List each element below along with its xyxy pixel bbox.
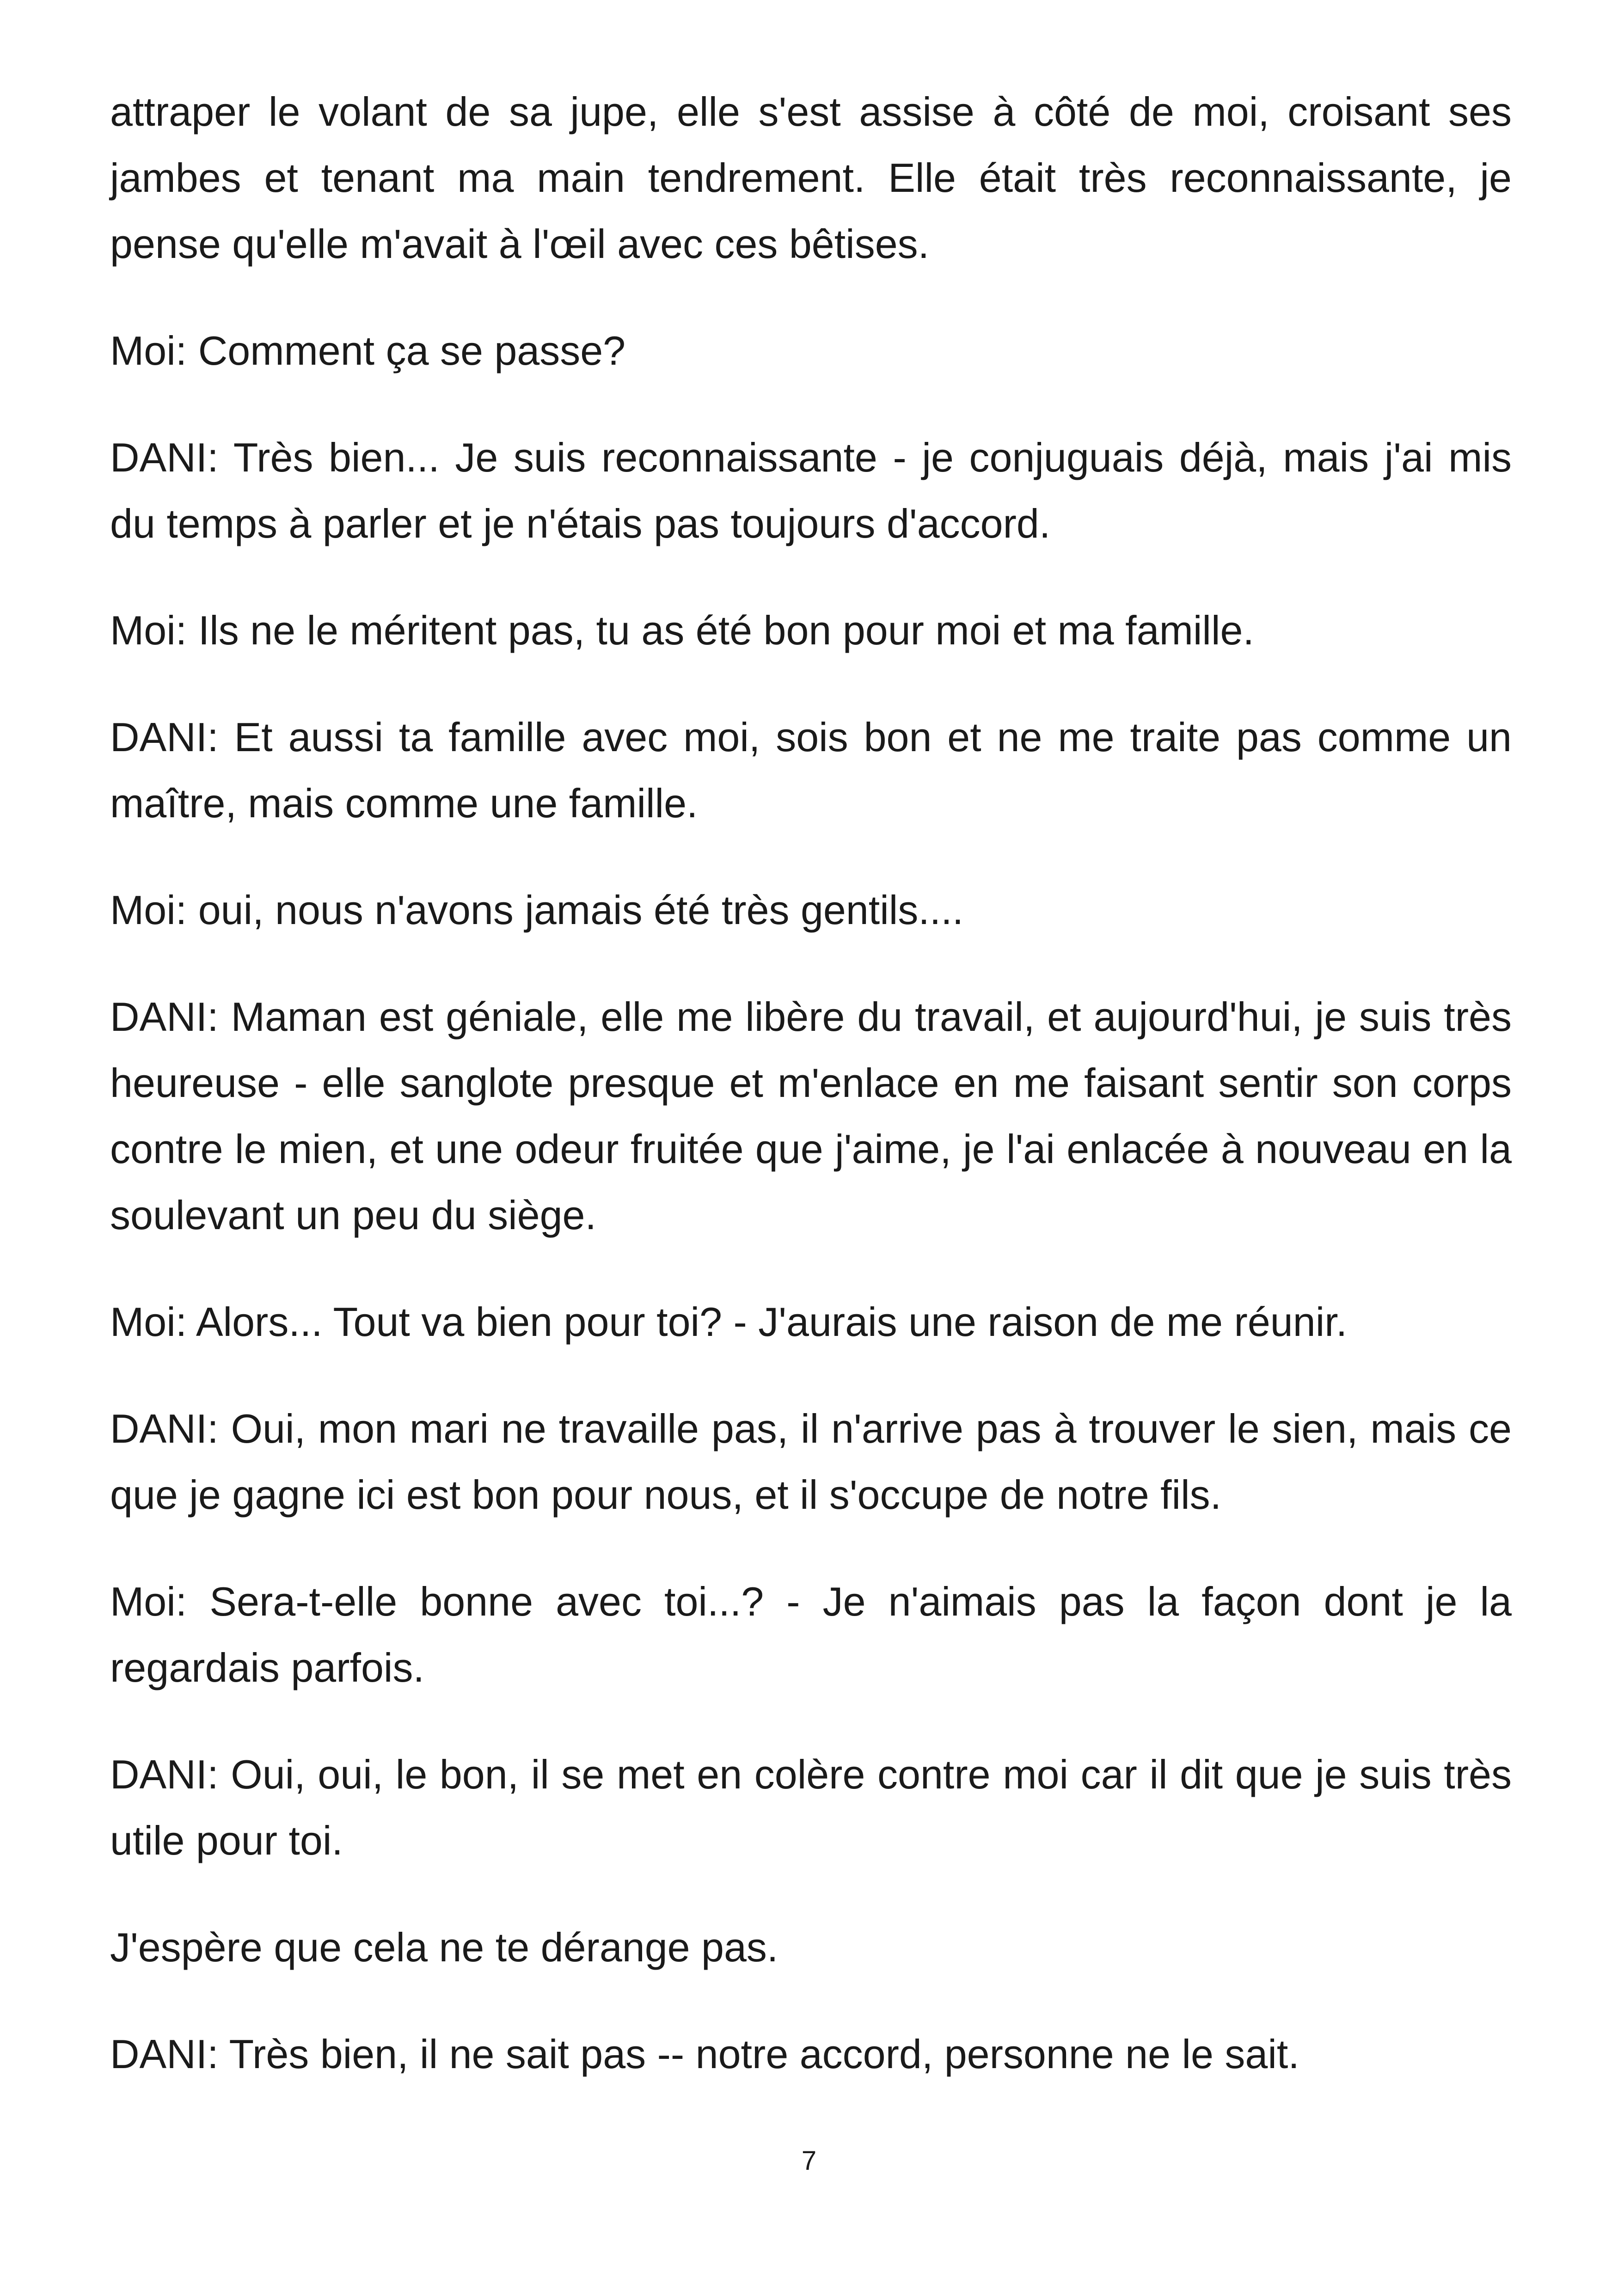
paragraph: DANI: Et aussi ta famille avec moi, sois bon et ne me traite pas comme un maître, mais comme une famille. (110, 714, 1512, 826)
paragraph: attraper le volant de sa jupe, elle s'est assise à côté de moi, croisant ses jambes et tenant ma main tendrement. Elle était très reconnaissante, je pense qu'elle m'avait à l'œil avec ces bêtises. (110, 89, 1512, 267)
paragraph: DANI: Très bien... Je suis reconnaissante - je conjuguais déjà, mais j'ai mis du temps à parler et je n'étais pas toujours d'accord. (110, 435, 1512, 546)
paragraph: DANI: Oui, oui, le bon, il se met en colère contre moi car il dit que je suis très utile pour toi. (110, 1751, 1512, 1863)
paragraph: DANI: Maman est géniale, elle me libère du travail, et aujourd'hui, je suis très heureuse - elle sanglote presque et m'enlace en me faisant sentir son corps contre le mien, et une odeur fruitée que j'aime, je l'ai enlacée à nouveau en la soulevant un peu du siège. (110, 994, 1512, 1238)
paragraph: Moi: oui, nous n'avons jamais été très gentils.... (110, 887, 964, 933)
paragraph: Moi: Comment ça se passe? (110, 328, 626, 373)
paragraph: DANI: Très bien, il ne sait pas -- notre accord, personne ne le sait. (110, 2031, 1299, 2077)
body-text (110, 79, 1512, 2128)
page-number: 7 (801, 2146, 817, 2176)
paragraph: Moi: Sera-t-elle bonne avec toi...? - Je n'aimais pas la façon dont je la regardais parfois. (110, 1579, 1512, 1690)
paragraph: Moi: Alors... Tout va bien pour toi? - J'aurais une raison de me réunir. (110, 1299, 1348, 1345)
paragraph: Moi: Ils ne le méritent pas, tu as été bon pour moi et ma famille. (110, 607, 1254, 653)
paragraph: J'espère que cela ne te dérange pas. (110, 1924, 778, 1970)
paragraph: DANI: Oui, mon mari ne travaille pas, il n'arrive pas à trouver le sien, mais ce que je gagne ici est bon pour nous, et il s'occupe de notre fils. (110, 1406, 1512, 1518)
